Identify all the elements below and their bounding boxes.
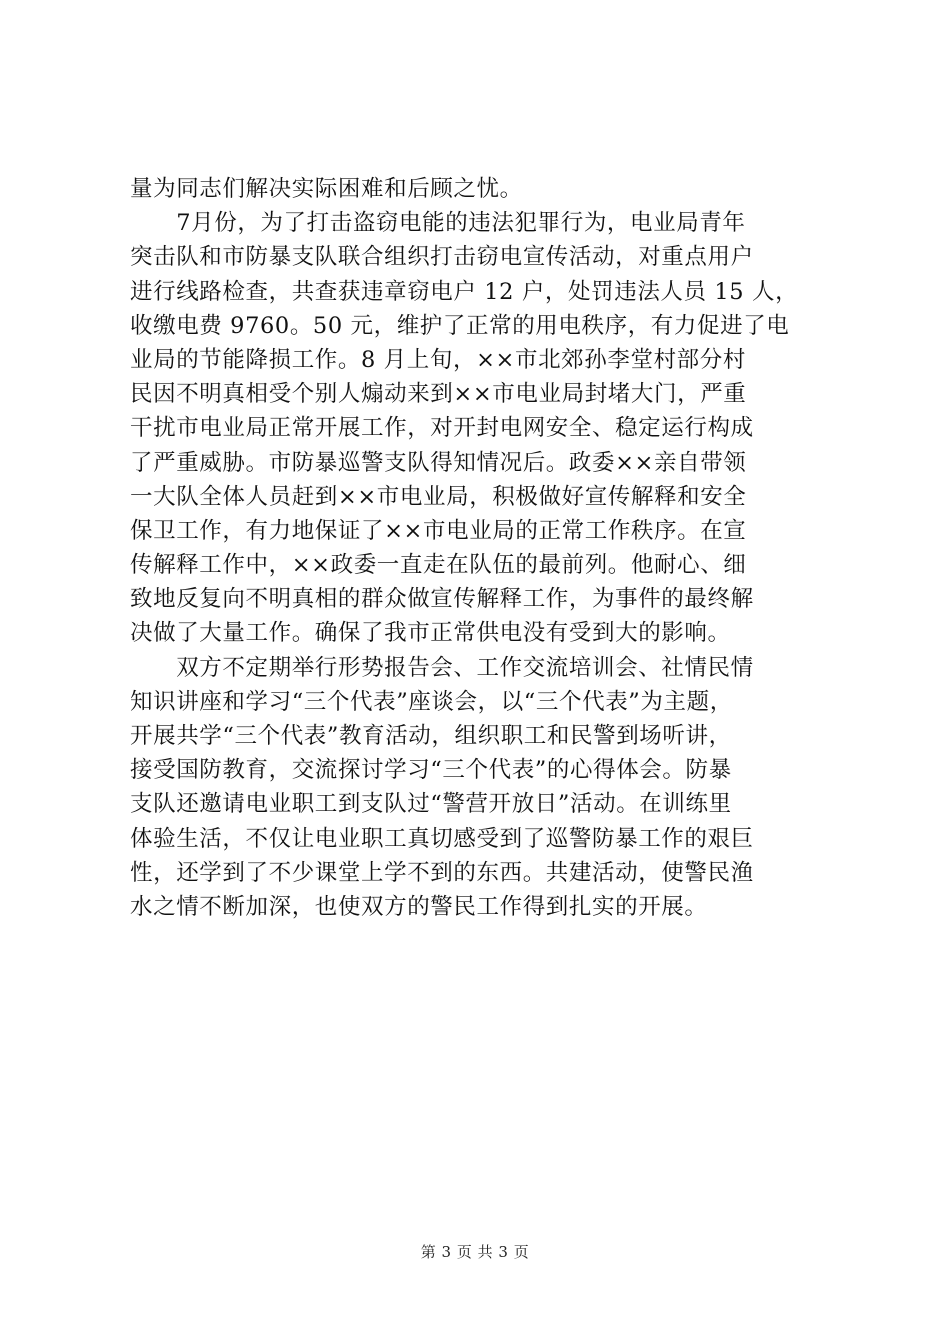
text-line: 知识讲座和学习“三个代表”座谈会，以“三个代表”为主题，	[130, 688, 733, 715]
text-line: 干扰市电业局正常开展工作，对开封电网安全、稳定运行构成	[130, 415, 754, 442]
text-line: 决做了大量工作。确保了我市正常供电没有受到大的影响。	[130, 620, 731, 647]
text-line: 量为同志们解决实际困难和后顾之忧。	[130, 176, 523, 202]
text-line: 了严重威胁。市防暴巡警支队得知情况后。政委××亲自带领	[130, 449, 747, 476]
text-line: 突击队和市防暴支队联合组织打击窃电宣传活动，对重点用户	[130, 244, 754, 271]
text-line: 支队还邀请电业职工到支队过“警营开放日”活动。在训练里	[130, 791, 732, 818]
text-line: 保卫工作，有力地保证了××市电业局的正常工作秩序。在宣	[130, 517, 747, 544]
text-line: 7月份，为了打击盗窃电能的违法犯罪行为，电业局青年	[130, 210, 746, 237]
text-line: 民因不明真相受个别人煽动来到××市电业局封堵大门，严重	[130, 381, 747, 408]
text-line: 收缴电费 9760。50 元，维护了正常的用电秩序，有力促进了电	[130, 312, 790, 339]
text-line: 接受国防教育，交流探讨学习“三个代表”的心得体会。防暴	[130, 757, 732, 784]
text-line: 一大队全体人员赶到××市电业局，积极做好宣传解释和安全	[130, 483, 747, 510]
text-line: 进行线路检查，共查获违章窃电户 12 户，处罚违法人员 15 人，	[130, 278, 799, 305]
page-footer	[0, 1242, 950, 1262]
text-line: 体验生活，不仅让电业职工真切感受到了巡警防暴工作的艰巨	[130, 825, 754, 852]
body-text	[130, 172, 830, 924]
page-number-label: 第 3 页 共 3 页	[420, 1243, 530, 1261]
text-line: 双方不定期举行形势报告会、工作交流培训会、社情民情	[130, 654, 754, 681]
text-line: 性，还学到了不少课堂上学不到的东西。共建活动，使警民渔	[130, 859, 754, 886]
text-line: 致地反复向不明真相的群众做宣传解释工作，为事件的最终解	[130, 586, 754, 613]
text-line: 传解释工作中，××政委一直走在队伍的最前列。他耐心、细	[130, 552, 747, 579]
text-line: 业局的节能降损工作。8 月上旬，××市北郊孙李堂村部分村	[130, 346, 746, 373]
text-line: 开展共学“三个代表”教育活动，组织职工和民警到场听讲，	[130, 723, 732, 749]
text-line: 水之情不断加深，也使双方的警民工作得到扎实的开展。	[130, 893, 708, 920]
